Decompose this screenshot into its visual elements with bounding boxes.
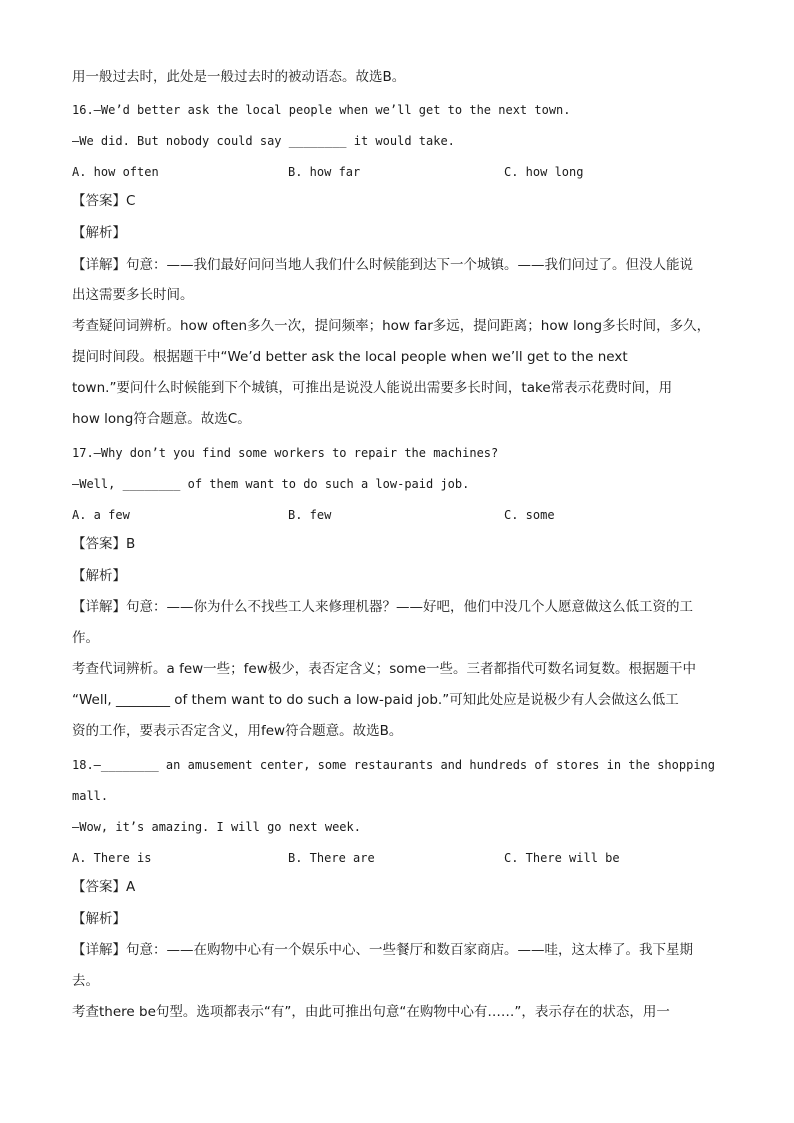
explanation-line: 【详解】句意：——我们最好问问当地人我们什么时候能到达下一个城镇。——我们问过了。但没人能说 [72, 257, 693, 273]
question-18-reply: —Wow, it’s amazing. I will go next week. [72, 820, 361, 834]
answer-label: 【答案】B [72, 536, 136, 552]
question-18-prompt-cont: mall. [72, 789, 109, 803]
answer-label: 【答案】A [72, 879, 136, 895]
analysis-label: 【解析】 [72, 911, 126, 927]
explanation-line: 【详解】句意：——你为什么不找些工人来修理机器？——好吧，他们中没几个人愿意做这么低工资的工 [72, 599, 693, 615]
option-c: C. There will be [504, 851, 620, 865]
explanation-line: 考查代词辨析。a few一些；few极少，表否定含义；some一些。三者都指代可数名词复数。根据题干中 [72, 661, 697, 677]
explanation-line: town.”要问什么时候能到下个城镇，可推出是说没人能说出需要多长时间，take常表示花费时间，用 [72, 380, 673, 396]
text-line: 用一般过去时，此处是一般过去时的被动语态。故选B。 [72, 69, 406, 85]
option-b: B. how far [288, 165, 361, 179]
explanation-line: how long符合题意。故选C。 [72, 411, 251, 427]
answer-label: 【答案】C [72, 193, 136, 209]
analysis-label: 【解析】 [72, 568, 126, 584]
explanation-line: 去。 [72, 973, 99, 989]
option-a: A. There is [72, 851, 152, 865]
option-b: B. There are [288, 851, 375, 865]
analysis-label: 【解析】 [72, 225, 126, 241]
explanation-line: “Well, ________ of them want to do such a low-paid job.”可知此处应是说极少有人会做这么低工 [72, 692, 679, 708]
explanation-line: 资的工作，要表示否定含义，用few符合题意。故选B。 [72, 723, 403, 739]
explanation-line: 考查there be句型。选项都表示“有”，由此可推出句意“在购物中心有……”，表示存在的状态，用一 [72, 1004, 670, 1020]
explanation-line: 【详解】句意：——在购物中心有一个娱乐中心、一些餐厅和数百家商店。——哇，这太棒了。我下星期 [72, 942, 693, 958]
question-17-prompt: 17.—Why don’t you find some workers to repair the machines? [72, 446, 499, 460]
question-16-reply: —We did. But nobody could say ________ it would take. [72, 134, 455, 148]
option-b: B. few [288, 508, 332, 522]
option-a: A. a few [72, 508, 130, 522]
option-c: C. some [504, 508, 555, 522]
question-16-prompt: 16.—We’d better ask the local people when we’ll get to the next town. [72, 103, 571, 117]
explanation-line: 提问时间段。根据题干中“We’d better ask the local people when we’ll get to the next [72, 349, 628, 365]
explanation-line: 考查疑问词辨析。how often多久一次，提问频率；how far多远，提问距离；how long多长时间，多久， [72, 318, 711, 334]
option-a: A. how often [72, 165, 159, 179]
explanation-line: 作。 [72, 630, 99, 646]
question-17-reply: —Well, ________ of them want to do such a low-paid job. [72, 477, 470, 491]
explanation-line: 出这需要多长时间。 [72, 287, 194, 303]
question-18-prompt: 18.—________ an amusement center, some restaurants and hundreds of stores in the shopping [72, 758, 715, 772]
option-c: C. how long [504, 165, 584, 179]
